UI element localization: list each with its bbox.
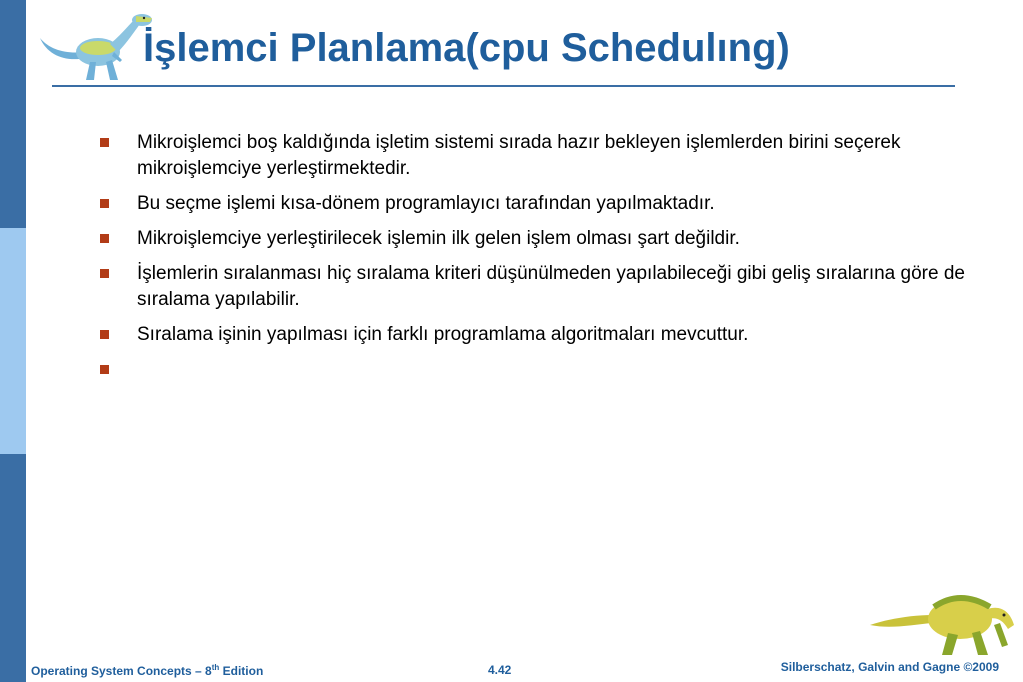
left-bar-segment-bottom (0, 454, 26, 682)
bullet-text: İşlemlerin sıralanması hiç sıralama kriteri düşünülmeden yapılabileceği gibi geliş sıralarına göre de sıralama yapılabilir. (137, 263, 965, 310)
square-bullet-icon (100, 330, 109, 339)
left-bar-segment-middle (0, 228, 26, 454)
footer-book-title-prefix: Operating System Concepts – 8 (31, 664, 212, 678)
bullet-item (100, 226, 980, 252)
bullet-item (100, 261, 980, 313)
bullet-text: Mikroişlemciye yerleştirilecek işlemin ilk gelen işlem olması şart değildir. (137, 228, 740, 249)
dinosaur-icon (868, 585, 1018, 660)
bullet-item (100, 322, 980, 348)
slide-title: İşlemci Planlama(cpu Schedulıng) (143, 26, 790, 70)
dinosaur-icon (36, 6, 156, 84)
footer-book-title (31, 663, 263, 678)
square-bullet-icon (100, 234, 109, 243)
bullet-text: Sıralama işinin yapılması için farklı programlama algoritmaları mevcuttur. (137, 324, 749, 345)
square-bullet-icon (100, 199, 109, 208)
bullet-item-empty (100, 357, 980, 383)
square-bullet-icon (100, 365, 109, 374)
left-color-bar (0, 0, 26, 682)
bullet-item (100, 130, 980, 182)
square-bullet-icon (100, 269, 109, 278)
square-bullet-icon (100, 138, 109, 147)
footer-copyright: Silberschatz, Galvin and Gagne ©2009 (780, 660, 999, 674)
footer-page-number: 4.42 (488, 663, 512, 677)
bullet-list (100, 130, 980, 392)
title-underline (52, 85, 955, 87)
left-bar-segment-top (0, 0, 26, 228)
bullet-text: Mikroişlemci boş kaldığında işletim sistemi sırada hazır bekleyen işlemlerden birini seçerek mikroişlemciye yerleştirmektedir. (137, 132, 901, 179)
bullet-item (100, 191, 980, 217)
footer-book-title-suffix: Edition (219, 664, 264, 678)
footer-book-title-sup: th (211, 663, 220, 672)
bullet-text: Bu seçme işlemi kısa-dönem programlayıcı tarafından yapılmaktadır. (137, 193, 715, 214)
